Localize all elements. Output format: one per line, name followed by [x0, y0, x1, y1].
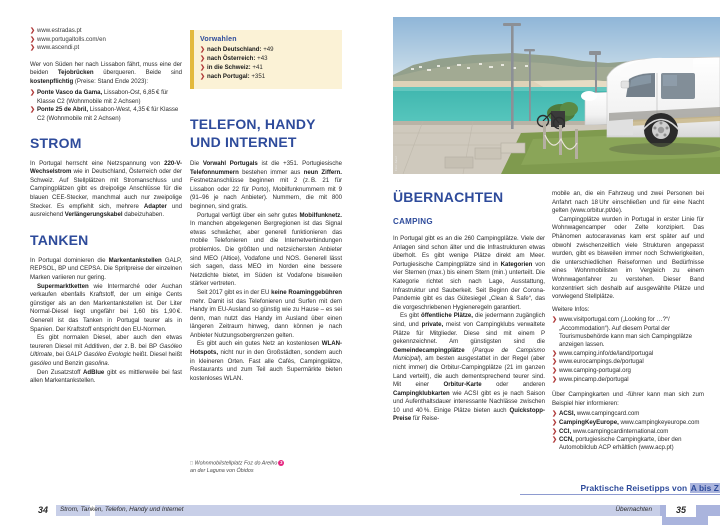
list-item[interactable]: ❯ CampingKeyEurope, www.campingkeyeurope.com [552, 418, 700, 426]
vorwahlen-list [200, 46, 335, 82]
caption-line-2: an der Laguna von Óbidos [190, 467, 254, 474]
list-item: ❯ Ponte 25 de Abril, Lissabon-West, 4,35 € für Klasse C2 (Wohnmobile mit 2 Achsen) [30, 106, 179, 122]
vorwahlen-infobox [190, 30, 342, 89]
chevron-right-icon: ❯ [552, 411, 558, 418]
chevron-right-icon: ❯ [552, 437, 558, 444]
camping-paragraph-3: mobile an, die ein Fahrzeug und zwei Personen bei Anfahrt nach 18 Uhr einschließen und für eine Nacht gelten (www.orbitur.pt/de). [552, 190, 704, 215]
photo-illustration [393, 17, 720, 174]
footer-bar-tab [662, 516, 708, 525]
list-item[interactable]: ❯ CCN, portugiesische Campingkarte, über den Automobilclub ACP erhältlich (www.acp.pt) [552, 436, 682, 452]
chevron-right-icon: ❯ [200, 56, 206, 63]
camping-paragraph-2: Es gibt öffentliche Plätze, die jedermann zugänglich sind, und private, meist von Campingklubs verwaltete Plätze für Mitglieder. Diese sind mit einem P gekennzeichnet. Am günstigsten sind die Gemeindecampingplätze (Parque de Campismo Municipal), am besten ausgestattet in der Regel (aber nicht immer) die Orbitur-Campingplätze (21 im ganzen Land verteilt), die auch dementsprechend teurer sind. Mit einer Orbitur-Karte oder anderen Campingklubkarten wie ACSI gibt es je nach Saison und Aufenthaltsdauer interessante Nachlässe zwischen 10 und 40 %. Einige Plätze bieten auch Quickstopp-Preise für Reise- [393, 312, 546, 423]
chevron-right-icon: ❯ [30, 107, 36, 114]
heading-uebernachten: ÜBERNACHTEN [393, 189, 504, 205]
list-item[interactable]: ❯ ACSI, www.campingcard.com [552, 410, 640, 418]
right-col-2 [552, 190, 704, 453]
telefon-paragraph-4: Es gibt auch ein gutes Netz an kostenlosen WLAN-Hotspots, nicht nur in den Großstädten, sondern auch in kleineren Orten. Fast alle Cafés, Campingplätze, Restaurants und zum Teil auch Supermärkte bieten kostenloses WLAN. [190, 340, 342, 382]
right-footer [360, 483, 720, 529]
footer-top-rule [520, 494, 720, 495]
chevron-right-icon: ❯ [200, 74, 206, 81]
telefon-paragraph-1: Die Vorwahl Portugals ist die +351. Portugiesische Telefonnummern bestehen immer aus neun Ziffern. Festnetzanschlüsse beginnen mit 2 (z. B. 21 für Lissabon oder 22 für Porto), Mobilfunknummern mit 9 (91–96 je nach Anbieter). Nummern, die mit 800 beginnen, sind gratis. [190, 160, 342, 210]
chevron-right-icon: ❯ [30, 28, 36, 34]
tanken-paragraph-3: Es gibt normalen Diesel, aber auch den etwas teureren Diesel mit Additiven, der z. B. bei BP Gasóleo Ultimate, bei GALP Gasóleo Evologic heißt. Diesel heißt gasóleo und Benzin gasolina. [30, 334, 182, 367]
weitere-infos-label: Weitere Infos: [552, 305, 590, 313]
telefon-paragraph-2: Portugal verfügt über ein sehr gutes Mobilfunknetz. In manchen abgelegenen Bergregionen ist das Signal etwas schwächer, aber generell funktionieren das mobile Telefonieren und die Internetverbindungen problemlos. Die größten und netzsichersten Anbieter sind MEO (Altice), Vodafone und NOS. Generell lässt sich sagen, dass MEO im Norden eine bessere Netzdichte bietet, im Süden ist Vodafone bisweilen stärker vertreten. [190, 211, 342, 288]
page-number-left: 34 [30, 504, 56, 517]
motorhome-at-lagoon-photo [393, 17, 720, 174]
bridges-list [30, 89, 182, 122]
chevron-right-icon: ❯ [30, 36, 36, 43]
chevron-right-icon: ❯ [552, 368, 558, 375]
photo-credit: Foto: Autor [395, 156, 398, 171]
heading-strom: STROM [30, 134, 82, 151]
chevron-right-icon: ❯ [30, 90, 36, 97]
strom-paragraph: In Portugal herrscht eine Netzspannung von 220-V-Wechselstrom wie in Deutschland, Österreich oder der Schweiz. Auf Stellplätzen mit Stromanschluss und Campingplätzen gibt es dreipolige Anschlüsse für die blauen CEE-Stecker, manchmal auch nur zweipolige Stecker. Es empfiehlt sich, mehrere Adapter und ausreichend Verlängerungskabel dabeizuhaben. [30, 159, 182, 219]
list-item: ❯ nach Österreich: +43 [200, 55, 268, 63]
chevron-right-icon: ❯ [30, 45, 36, 52]
footer-running-right: Übernachten [615, 506, 652, 513]
infobox-title: Vorwahlen [200, 36, 237, 43]
chevron-right-icon: ❯ [552, 376, 558, 383]
list-item[interactable]: ❯ www.camping-portugal.org [552, 367, 631, 375]
tejo-intro-paragraph: Wer von Süden her nach Lissabon fährt, muss eine der beiden Tejobrücken überqueren. Beide sind kostenpflichtig (Preise: Stand Ende 2023): [30, 60, 182, 85]
list-item[interactable]: ❯ www.pincamp.de/portugal [552, 375, 629, 383]
photo-caption [190, 460, 342, 475]
right-page [360, 0, 720, 529]
running-head-right: Praktische Reisetipps von A bis Z [580, 483, 719, 493]
list-item: ❯ nach Portugal: +351 [200, 73, 266, 81]
camping-paragraph-1: In Portugal gibt es an die 260 Campingplätze. Viele der Anlagen sind schon älter und die Infrastrukturen etwas überholt. Es gibt wenige Plätze direkt am Meer. Portugiesische Campingplätze sind in Kategorien von vier Sternen (max.) bis einem Stern (min.) unterteilt. Die Kategorie richtet sich nach Lage, Ausstattung, Infrastruktur und Sauberkeit. Seit Beginn der Corona-Pandemie gibt es das Gütesiegel „Clean & Safe“, das die vorgeschriebenen Hygieneregeln garantiert. [393, 235, 545, 311]
left-col-1 [30, 27, 182, 386]
list-item: ❯ in die Schweiz: +41 [200, 64, 263, 72]
chevron-right-icon: ❯ [552, 350, 558, 357]
infos-links-list [552, 316, 704, 384]
list-item: ❯ nach Deutschland: +49 [200, 46, 274, 53]
list-item[interactable]: ❯ www.ascendi.pt [30, 44, 80, 52]
list-item[interactable]: ❯ www.estradas.pt [30, 27, 82, 34]
list-item[interactable]: ❯ CCI, www.campingcardinternational.com [552, 427, 669, 435]
page-number-right: 35 [666, 504, 696, 517]
list-item[interactable]: ❯ www.eurocampings.de/portugal [552, 358, 644, 366]
left-col-2 [190, 117, 342, 383]
camping-paragraph-4: Campingplätze wurden in Portugal in erster Linie für Wohnwagencamper oder Zelte konzipiert. Das Phänomen autocaravanas kam erst später auf und obwohl zwischenzeitlich viele Strukturen angepasst wurden, gibt es bisweilen immer noch Schwierigkeiten, die unterschiedlichen Reiseformen und Bedürfnisse eines Wohnmobilisten im Vergleich zu einem Wohnwagenfahrer zu verstehen. Dieser Band konzentriert sich deshalb auf ausgewählte Plätze und vorwiegend Stellplätze. [552, 215, 704, 301]
tanken-paragraph-2: Supermarktketten wie Intermarché oder Auchan verkaufen ebenfalls Kraftstoff, der um einige Cents günstiger als an den Markentankstellen ist. Der Liter Normal-Diesel liegt ungefähr bei 1,60 bis 1,90 €. Generell ist das Tanken in Portugal teurer als in Spanien. Der Kraftstoff entspricht den EU-Normen. [30, 282, 182, 333]
list-item: ❯ Ponte Vasco da Gama, Lissabon-Ost, 6,85 € für Klasse C2 (Wohnmobile mit 2 Achsen) [30, 89, 169, 105]
chevron-right-icon: ❯ [200, 65, 206, 72]
karten-links-list [552, 410, 704, 453]
list-item[interactable]: ❯ www.visitportugal.com („Looking for …?“/„Accommodation“). Auf diesem Portal der Tourismusbehörde kann man sich Campingplätze anzeigen lassen. [552, 316, 693, 348]
chevron-right-icon: ❯ [552, 428, 558, 435]
heading-camping: CAMPING [393, 217, 433, 226]
tanken-paragraph-1: In Portugal dominieren die Markentankstellen GALP, REPSOL, BP und CEPSA. Die Spritpreise der einzelnen Marken variieren nur gering. [30, 256, 182, 282]
telefon-paragraph-3: Seit 2017 gibt es in der EU keine Roaminggebühren mehr. Damit ist das Telefonieren und Surfen mit dem Handy im EU-Ausland so günstig wie zu Hause – es sei denn, man nutzt das Handy im Ausland über einen längeren Zeitraum hinweg, dann können je nach Anbieter Nutzungsobergrenzen gelten. [190, 288, 342, 339]
chevron-right-icon: ❯ [552, 359, 558, 366]
left-footer [0, 495, 360, 529]
caption-line-1: □ Wohnmobilstellplatz Foz do Arelho [190, 460, 278, 467]
heading-tanken: TANKEN [30, 231, 89, 248]
footer-running-left: Strom, Tanken, Telefon, Handy und Internet [60, 506, 184, 513]
chevron-right-icon: ❯ [200, 47, 206, 53]
tanken-paragraph-4: Den Zusatzstoff AdBlue gibt es mittlerweile bei fast allen Markentankstellen. [30, 368, 182, 385]
road-links-list [30, 27, 182, 53]
heading-telefon-line2: UND INTERNET [190, 134, 297, 150]
list-item[interactable]: ❯ www.camping.info/de/land/portugal [552, 349, 654, 357]
chevron-right-icon: ❯ [552, 419, 558, 426]
heading-telefon-line1: TELEFON, HANDY [190, 116, 316, 132]
chevron-right-icon: ❯ [552, 317, 558, 324]
karten-intro: Über Campingkarten und -führer kann man sich zum Beispiel hier informieren: [552, 390, 704, 407]
right-col-1 [393, 190, 545, 424]
list-item[interactable]: ❯ www.portugaltolls.com/en [30, 35, 106, 43]
map-ref-badge: 3 [280, 460, 283, 465]
